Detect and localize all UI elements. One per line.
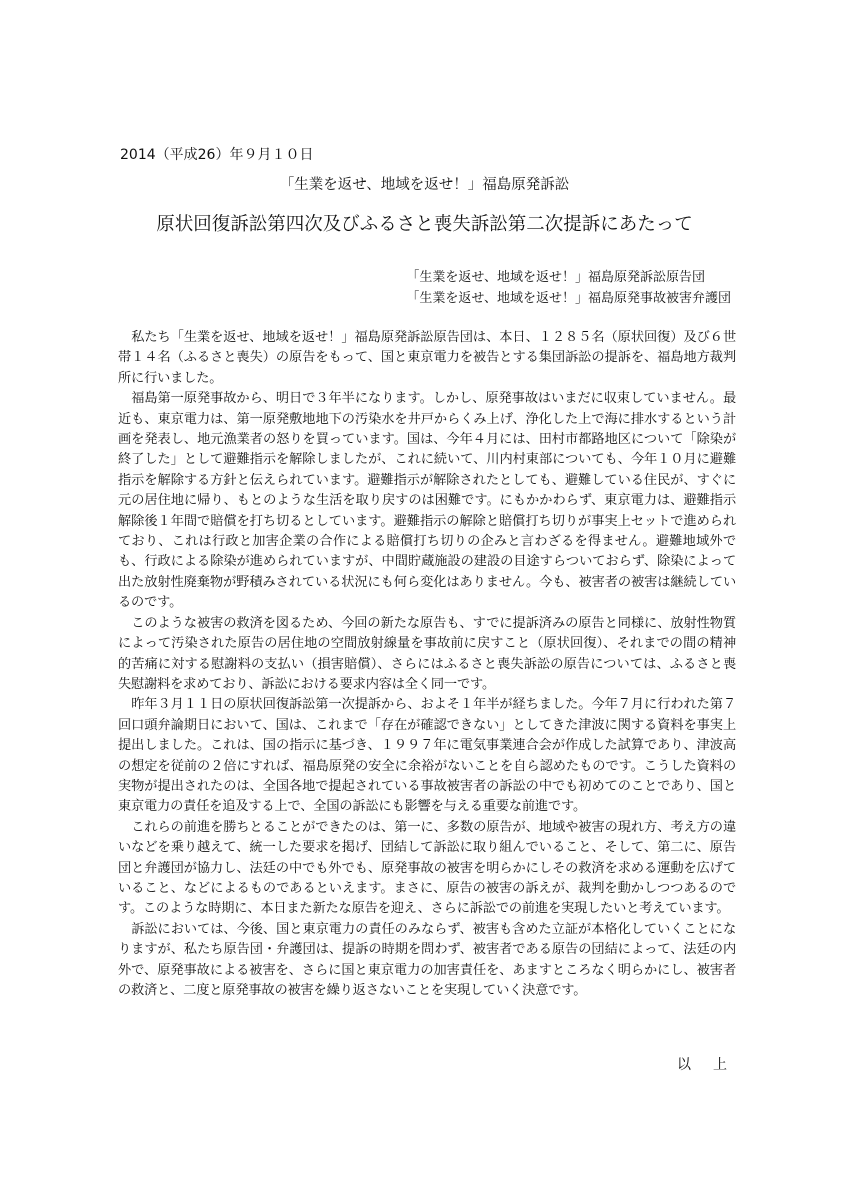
- document-date: 2014（平成26）年９月１０日: [120, 147, 314, 163]
- paragraph: これらの前進を勝ちとることができたのは、第一に、多数の原告が、地域や被害の現れ方、考え方の違いなどを乗り越えて、統一した要求を掲げ、団結して訴訟に取り組んでいること、そして、第二に、原告団と弁護団が協力し、法廷の中でも外でも、原発事故の被害を明らかにしその救済を求める運動を広げていること、などによるものであるといえます。まさに、原告の被害の訴えが、裁判を動かしつつあるのです。このような時期に、本日また新たな原告を迎え、さらに訴訟での前進を実現したいと考えています。: [118, 819, 736, 917]
- signer-lawyers: 「生業を返せ、地域を返せ！」福島原発事故被害弁護団: [406, 291, 731, 306]
- paragraph: 訴訟においては、今後、国と東京電力の責任のみならず、被害も含めた立証が本格化していくことになりますが、私たち原告団・弁護団は、提訴の時期を問わず、被害者である原告の団結によって、法廷の内外で、原発事故による被害を、さらに国と東京電力の加害責任を、あますところなく明らかにし、被害者の救済と、二度と原発事故の被害を繰り返さないことを実現していく決意です。: [118, 921, 736, 998]
- signers-block: [406, 267, 731, 309]
- paragraph: 昨年３月１１日の原状回復訴訟第一次提訴から、およそ１年半が経ちました。今年７月に行われた第７回口頭弁論期日において、国は、これまで「存在が確認できない」としてきた津波に関する資料を事実上提出しました。これは、国の指示に基づき、１９９７年に電気事業連合会が作成した試算であり、津波高の想定を従前の２倍にすれば、福島原発の安全に余裕がないことを自ら認めたものです。こうした資料の実物が提出されたのは、全国各地で提起されている事故被害者の訴訟の中でも初めてのことであり、国と東京電力の責任を追及する上で、全国の訴訟にも影響を与える重要な前進です。: [118, 697, 736, 815]
- paragraph: このような被害の救済を図るため、今回の新たな原告も、すでに提訴済みの原告と同様に、放射性物質によって汚染された原告の居住地の空間放射線量を事故前に戻すこと（原状回復）、それまでの間の精神的苦痛に対する慰謝料の支払い（損害賠償）、さらにはふるさと喪失訴訟の原告については、ふるさと喪失慰謝料を求めており、訴訟における要求内容は全く同一です。: [118, 615, 736, 692]
- document-title: 原状回復訴訟第四次及びふるさと喪失訴訟第二次提訴にあたって: [156, 214, 693, 235]
- signer-plaintiffs: 「生業を返せ、地域を返せ！」福島原発訴訟原告団: [406, 270, 705, 285]
- closing-mark: 以 上: [677, 1057, 731, 1073]
- paragraph: 福島第一原発事故から、明日で３年半になります。しかし、原発事故はいまだに収束していません。最近も、東京電力は、第一原発敷地地下の汚染水を井戸からくみ上げ、浄化した上で海に排水するという計画を発表し、地元漁業者の怒りを買っています。国は、今年４月には、田村市都路地区について「除染が終了した」として避難指示を解除しましたが、これに続いて、川内村東部についても、今年１０月に避難指示を解除する方針と伝えられています。避難指示が解除されたとしても、避難している住民が、すぐに元の居住地に帰り、もとのような生活を取り戻すのは困難です。にもかかわらず、東京電力は、避難指示解除後１年間で賠償を打ち切るとしています。避難指示の解除と賠償打ち切りが事実上セットで進められており、これは行政と加害企業の合作による賠償打ち切りの企みと言わざるを得ません。避難地域外でも、行政による除染が進められていますが、中間貯蔵施設の建設の目途すらついておらず、除染によって出た放射性廃棄物が野積みされている状況にも何ら変化はありません。今も、被害者の被害は継続しているのです。: [118, 391, 736, 611]
- paragraph: 私たち「生業を返せ、地域を返せ！」福島原発訴訟原告団は、本日、１２８５名（原状回復）及び６世帯１４名（ふるさと喪失）の原告をもって、国と東京電力を被告とする集団訴訟の提訴を、福島地方裁判所に行いました。: [118, 330, 736, 386]
- organization-name: 「生業を返せ、地域を返せ！」福島原発訴訟: [279, 177, 570, 193]
- statement-body: [118, 328, 736, 1001]
